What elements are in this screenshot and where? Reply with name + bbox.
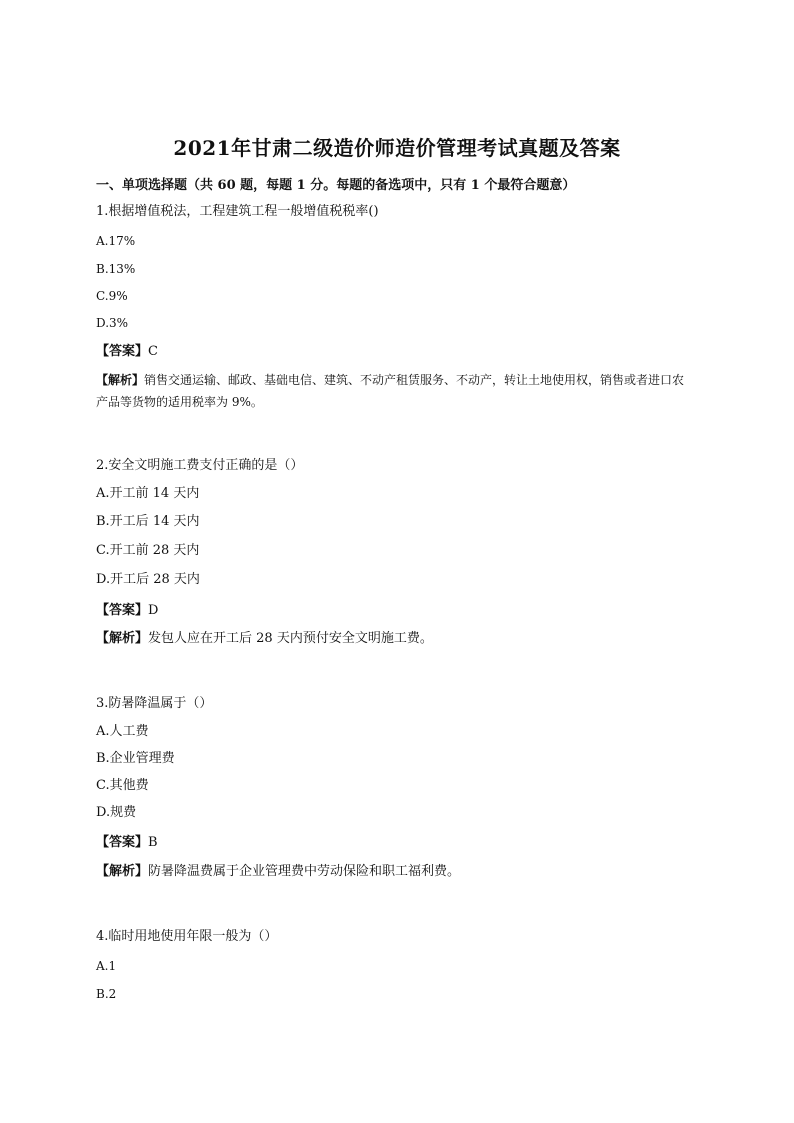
document-title: 2021年甘肃二级造价师造价管理考试真题及答案 <box>173 136 621 160</box>
question-4-option-a: A.1 <box>96 959 117 973</box>
question-4-option-b: B.2 <box>96 987 117 1001</box>
question-2-option-c: C.开工前 28 天内 <box>96 543 200 558</box>
question-4-stem: 4.临时用地使用年限一般为（） <box>96 929 278 944</box>
question-3-option-b: B.企业管理费 <box>96 751 175 766</box>
question-1-option-a: A.17% <box>96 234 136 248</box>
analysis-label: 【解析】 <box>96 373 145 387</box>
question-1-option-c: C.9% <box>96 289 128 303</box>
question-3-stem: 3.防暑降温属于（） <box>96 696 213 711</box>
question-2-answer <box>96 602 158 620</box>
question-1-option-d: D.3% <box>96 316 129 330</box>
question-3-option-a: A.人工费 <box>96 724 149 739</box>
answer-label: 【答案】 <box>96 835 149 850</box>
question-2-option-b: B.开工后 14 天内 <box>96 514 200 529</box>
question-1-stem: 1.根据增值税法，工程建筑工程一般增值税税率() <box>96 204 379 219</box>
answer-label: 【答案】 <box>96 344 149 359</box>
question-2-analysis <box>96 630 433 648</box>
question-3-analysis <box>96 863 460 881</box>
question-3-answer <box>96 834 158 852</box>
answer-value: C <box>148 344 158 359</box>
question-1-option-b: B.13% <box>96 262 136 276</box>
analysis-label: 【解析】 <box>96 631 149 646</box>
answer-label: 【答案】 <box>96 603 149 618</box>
analysis-label: 【解析】 <box>96 864 149 879</box>
analysis-text: 销售交通运输、邮政、基础电信、建筑、不动产租赁服务、不动产，转让土地使用权，销售或者进口农产品等货物的适用税率为 9%。 <box>96 373 685 409</box>
question-1-answer <box>96 343 158 361</box>
answer-value: D <box>148 603 159 618</box>
question-2-stem: 2.安全文明施工费支付正确的是（） <box>96 458 304 473</box>
answer-value: B <box>148 835 158 850</box>
analysis-text: 防暑降温费属于企业管理费中劳动保险和职工福利费。 <box>148 864 461 879</box>
question-3-option-d: D.规费 <box>96 805 137 820</box>
analysis-text: 发包人应在开工后 28 天内预付安全文明施工费。 <box>148 631 433 646</box>
section-heading: 一、单项选择题（共 60 题，每题 1 分。每题的备选项中，只有 1 个最符合题意） <box>96 178 576 193</box>
question-2-option-a: A.开工前 14 天内 <box>96 486 200 501</box>
question-1-analysis <box>96 369 688 413</box>
question-2-option-d: D.开工后 28 天内 <box>96 572 200 587</box>
question-3-option-c: C.其他费 <box>96 778 149 793</box>
